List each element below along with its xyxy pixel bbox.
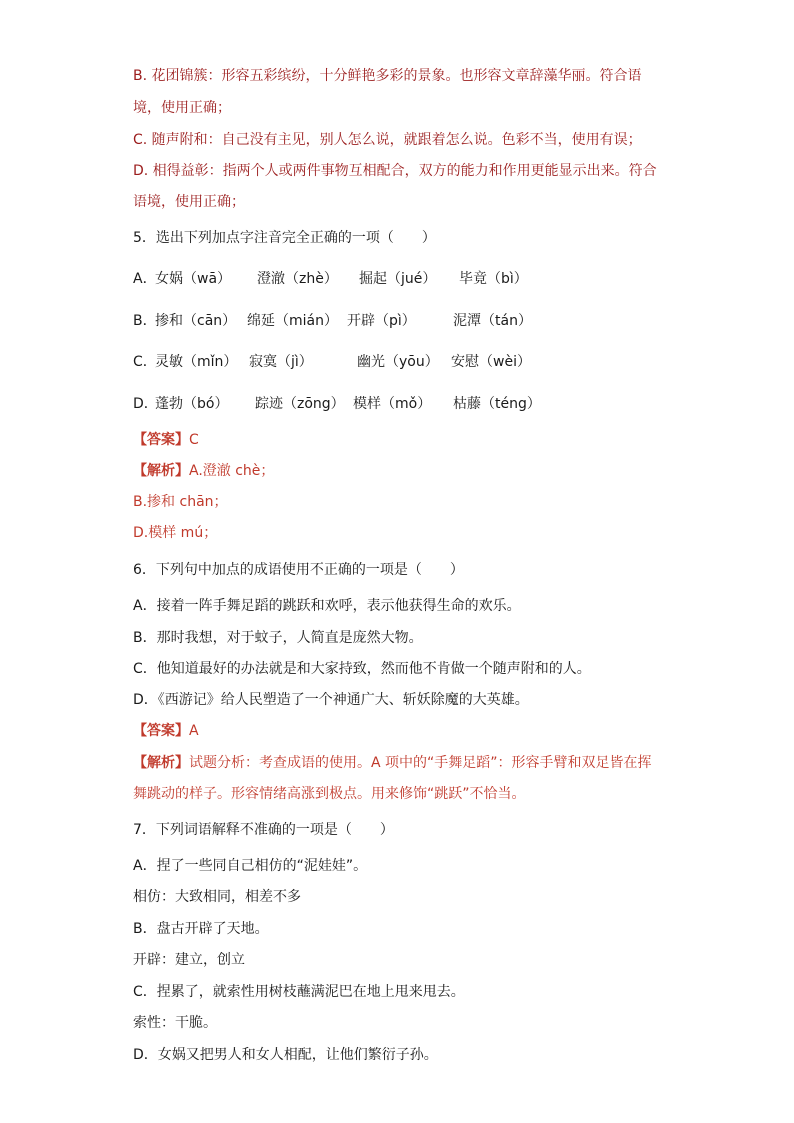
q5-option-item: 踪迹（zōng） — [255, 396, 345, 412]
q6-option-c: C．他知道最好的办法就是和大家持致，然而他不肯做一个随声附和的人。 — [133, 661, 591, 677]
q5-option-item: 澄澈（zhè） — [257, 271, 338, 287]
q5-option-letter: A． — [133, 271, 157, 287]
prev-explanation-d-line1: D. 相得益彰：指两个人或两件事物互相配合，双方的能力和作用更能显示出来。符合 — [133, 163, 657, 179]
q7-stem: 7．下列词语解释不准确的一项是（ ） — [133, 822, 394, 838]
analysis-tag: 【解析】 — [133, 463, 189, 479]
q5-option-item: 绵延（mián） — [247, 313, 338, 329]
q5-option-letter: B． — [133, 313, 157, 329]
q5-analysis — [133, 461, 274, 481]
answer-tag: 【答案】 — [133, 723, 189, 739]
answer-value: C — [189, 432, 199, 448]
prev-explanation-b-line1: B. 花团锦簇：形容五彩缤纷，十分鲜艳多彩的景象。也形容文章辞藻华丽。符合语 — [133, 68, 642, 84]
q5-option-letter: C． — [133, 354, 157, 370]
q5-option-letter: D． — [133, 396, 158, 412]
q6-analysis — [133, 753, 652, 773]
answer-value: A — [189, 723, 199, 739]
q6-option-b: B．那时我想，对于蚊子，人简直是庞然大物。 — [133, 630, 423, 646]
q5-stem: 5．选出下列加点字注音完全正确的一项（ ） — [133, 230, 436, 246]
answer-tag: 【答案】 — [133, 432, 189, 448]
q6-option-d: D．《西游记》给人民塑造了一个神通广大、斩妖除魔的大英雄。 — [133, 692, 529, 708]
q7-line: 索性：干脆。 — [133, 1015, 217, 1031]
q5-option-item: 枯藤（téng） — [453, 396, 541, 412]
q7-line: B．盘古开辟了天地。 — [133, 921, 269, 937]
q6-stem: 6．下列句中加点的成语使用不正确的一项是（ ） — [133, 562, 464, 578]
analysis-tag: 【解析】 — [133, 755, 189, 771]
q5-option-item: 幽光（yōu） — [357, 354, 439, 370]
analysis-text: 试题分析：考查成语的使用。A 项中的“手舞足蹈”：形容手臂和双足皆在挥 — [189, 755, 652, 771]
q5-analysis-line: D.模样 mú； — [133, 525, 218, 541]
q5-option-item: 女娲（wā） — [155, 271, 232, 287]
q5-analysis-line: B.掺和 chān； — [133, 494, 228, 510]
q7-line: 开辟：建立，创立 — [133, 952, 245, 968]
q6-analysis-line: 舞跳动的样子。形容情绪高涨到极点。用来修饰“跳跃”不恰当。 — [133, 786, 526, 802]
prev-explanation-c-line: C. 随声附和：自己没有主见，别人怎么说，就跟着怎么说。色彩不当，使用有误； — [133, 132, 642, 148]
q7-line: A．捏了一些同自己相仿的“泥娃娃”。 — [133, 858, 368, 874]
q5-option-item: 泥潭（tán） — [453, 313, 532, 329]
q5-option-item: 蓬勃（bó） — [155, 396, 229, 412]
q6-answer — [133, 721, 199, 741]
q7-line: D．女娲又把男人和女人相配，让他们繁衍子孙。 — [133, 1047, 438, 1063]
q5-option-item: 毕竟（bì） — [459, 271, 528, 287]
analysis-text: A.澄澈 chè； — [189, 463, 275, 479]
q6-option-a: A．接着一阵手舞足蹈的跳跃和欢呼，表示他获得生命的欢乐。 — [133, 598, 521, 614]
q7-line: C．捏累了，就索性用树枝蘸满泥巴在地上甩来甩去。 — [133, 984, 465, 1000]
q5-option-item: 掺和（cān） — [155, 313, 237, 329]
prev-explanation-d-line2: 语境，使用正确； — [133, 194, 245, 210]
q5-answer — [133, 430, 199, 450]
q7-line: 相仿：大致相同，相差不多 — [133, 889, 301, 905]
q5-option-item: 掘起（jué） — [359, 271, 437, 287]
q5-option-item: 寂寞（jì） — [249, 354, 313, 370]
q5-option-item: 安慰（wèi） — [451, 354, 531, 370]
q5-option-item: 模样（mǒ） — [353, 396, 432, 412]
q5-option-item: 开辟（pì） — [347, 313, 416, 329]
prev-explanation-b-line2: 境，使用正确； — [133, 100, 231, 116]
q5-option-item: 灵敏（mǐn） — [155, 354, 238, 370]
